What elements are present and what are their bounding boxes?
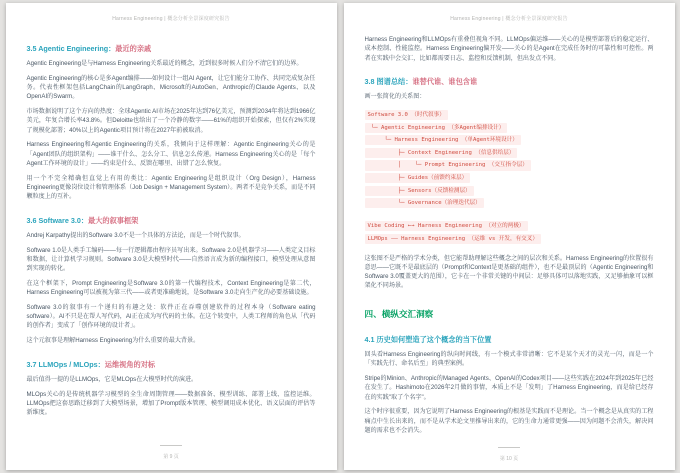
section-heading-number: 3.7 LLMOps / MLOps： — [26, 359, 105, 369]
paragraph: Agentic Engineering是与Harness Engineering关系最近的概念，近到很多时候人们分不清它们的边界。 — [26, 60, 303, 67]
section-heading-number: 3.8 图谱总结： — [364, 77, 413, 87]
section-heading-3-8 — [365, 77, 654, 87]
footer-divider — [160, 445, 182, 446]
page-footer — [365, 441, 654, 462]
code-line-blank — [365, 211, 371, 219]
paragraph: 最后值得一提的是LLMOps，它是MLOps在大模型时代的演进。 — [26, 375, 198, 383]
code-line: LLMOps —— Harness Engineering （运维 vs 开发，有交叉） — [365, 234, 541, 244]
relationship-diagram-code-block — [365, 110, 654, 247]
section-heading-3-7 — [27, 360, 316, 370]
paragraph: 回头看Harness Engineering的纵向时间线，有一个模式非常清晰：它不是某个天才的灵光一闪，而是一个「实践先行、命名后至」的典型案例。 — [364, 351, 654, 368]
footer-divider — [498, 447, 520, 448]
running-header: Harness Engineering | 概念分析全景深度研究报告 — [112, 16, 230, 22]
page-right — [344, 3, 675, 470]
paragraph: Agentic Engineering的核心是多Agent编排——如何设计一组AI Agent，让它们能分工协作、共同完成复杂任务。代表性框架包括LangChain的LangGraph、Microsoft的AutoGen、Anthropic的Claude Agents、以及OpenAI的Swarm。 — [26, 74, 316, 101]
section-heading-number: 3.6 Software 3.0： — [26, 215, 89, 225]
paragraph: Harness Engineering和LLMOps有重叠但视角不同。LLMOps偏运维——关心的是模型部署后的稳定运行、成本控制、性能监控。Harness Engineering偏开发——关心的是Agent在完成任务时的可靠性和可控性。两者在实践中会交汇，比如都需要日志、监控和反馈机制，但出发点不同。 — [364, 36, 654, 62]
paragraph: 市场数据说明了这个方向的热度：全球Agentic AI市场在2025年达到76亿美元，预测到2034年将达到1966亿美元，年复合增长率43.8%。但Deloitte也给出了一个冷静的数字——61%的组织开始探索，但仅有2%实现了规模化部署；40%以上的Agentic项目预计将在2027年前被取消。 — [26, 108, 316, 134]
paragraph: 这个时序很重要，因为它说明了Harness Engineering的根基是实践而不是理论。当一个概念是从真实的工程痛点中生长出来的，而不是从学术论文里推导出来的，它的生命力通常更强——因为问题不会消失，解决问题的需求也不会消失。 — [364, 408, 654, 434]
code-line: └─ Agentic Engineering （多Agent编排设计） — [365, 123, 508, 133]
paragraph: Software 3.0的叙事有一个递归的有趣之处：软件正在吞噬创建软件的过程本身（Software eating software）。AI不只是在帮人写代码，AI正在成为写代码的主体。在这个转变中，人类工程师的角色从「代码的创作者」变成了「创作环境的设计者」。 — [26, 303, 316, 330]
section-heading-3-6 — [27, 216, 316, 226]
paragraph: Software 1.0是人类手工编码——每一行逻辑都由程序员写出来。Software 2.0是机器学习——人类定义目标和数据，让计算机学习规则。Software 3.0是大模型时代——自然语言成为新的编程接口，模型处理从意图到实现的转化。 — [26, 246, 316, 272]
paragraph: 这个元叙事是理解Harness Engineering为什么重要的最大背景。 — [26, 337, 200, 344]
page-footer — [27, 439, 316, 460]
section-heading-number: 3.5 Agentic Engineering： — [26, 44, 116, 53]
paragraph: MLOps关心的是传统机器学习模型的全生命周期管理——数据准备、模型训练、部署上线、监控运维。LLMOps把这套思路迁移到了大模型场景，增加了Prompt版本管理、模型调用成本优化、语义层面的评估等新维度。 — [26, 390, 316, 416]
chapter-heading-4: 四、横纵交汇洞察 — [364, 309, 434, 320]
paragraph: 画一张简化的关系图： — [364, 93, 426, 101]
code-line: └─ Harness Engineering （单Agent环境设计） — [365, 135, 521, 145]
section-heading-3-5 — [27, 44, 316, 54]
section-heading-suffix: 最近的亲戚 — [115, 44, 152, 53]
section-heading-suffix: 运维视角的对标 — [104, 359, 156, 369]
paragraph: Andrej Karpathy提出的Software 3.0不是一个具体的方法论，而是一个时代叙事。 — [26, 231, 245, 239]
paragraph: 这张图不是严格的学术分类，但它能帮助理解这些概念之间的层次和关系。Harness Engineering的位置很有意思——它既不是最底层的（Prompt和Context是更基础的组件），也不是最顶层的（Agentic Engineering和Software 3.0覆盖更大的范围），它卡在一个非常关键的中间层：足够具体可以落地实践，又足够抽象可以框架化不同场景。 — [364, 254, 654, 290]
code-line: Software 3.0 （时代叙事） — [365, 110, 448, 120]
code-line: │ └─ Prompt Engineering （交互指令层） — [365, 160, 531, 170]
page-left — [6, 3, 337, 470]
section-heading-4-1 — [365, 335, 654, 345]
code-line: ├─ Context Engineering （信息供给层） — [365, 148, 518, 158]
section-heading-suffix: 最大的叙事框架 — [88, 215, 139, 225]
code-line: Vibe Coding ←→ Harness Engineering （对立的两极） — [365, 221, 528, 231]
running-header: Harness Engineering | 概念分析全景深度研究报告 — [450, 16, 568, 22]
page-number: 第 9 页 — [163, 454, 179, 460]
section-heading-suffix: 谁替代谁、谁包含谁 — [412, 77, 478, 87]
paragraph: Harness Engineering和Agentic Engineering的关系，我倾向于这样理解：Agentic Engineering关心的是「Agent团队的组织架构」——谁干什么、怎么分工、信息怎么传递。Harness Engineering关心的是「每个Agent工作环境的设计」——约束是什么、反馈在哪里、出错了怎么恢复。 — [26, 141, 316, 167]
code-line: ├─ Guides（前馈约束层） — [365, 173, 471, 183]
paragraph: 用一个不完全精确但直觉上有用的类比：Agentic Engineering是组织设计（Org Design），Harness Engineering更像岗位设计和管理体系（Job Design + Management System）。两者不是竞争关系，而是不同颗粒度上的互补。 — [26, 174, 316, 200]
paragraph: 在这个框架下，Prompt Engineering是Software 3.0的第一代编程技术，Context Engineering是第二代，Harness Engineering可以被视为第三代——或者更准确地说，是Software 3.0走向生产化的必要基础设施。 — [26, 279, 316, 296]
code-line: └─ Governance（治理迭代层） — [365, 198, 484, 208]
page-number: 第 10 页 — [499, 455, 519, 462]
code-line: ├─ Sensors（反馈检测层） — [365, 186, 474, 196]
section-heading-number: 4.1 历史如何塑造了这个概念的当下位置 — [364, 335, 492, 345]
paragraph: Stripe的Minion、Anthropic的Managed Agents、OpenAI的Codex项目——这些实践在2024年到2025年已经在发生了。Hashimoto在2026年2月做的事情，本质上不是「发明」了Harness Engineering，而是给已经存在的实践"取了个名字"。 — [364, 375, 654, 401]
